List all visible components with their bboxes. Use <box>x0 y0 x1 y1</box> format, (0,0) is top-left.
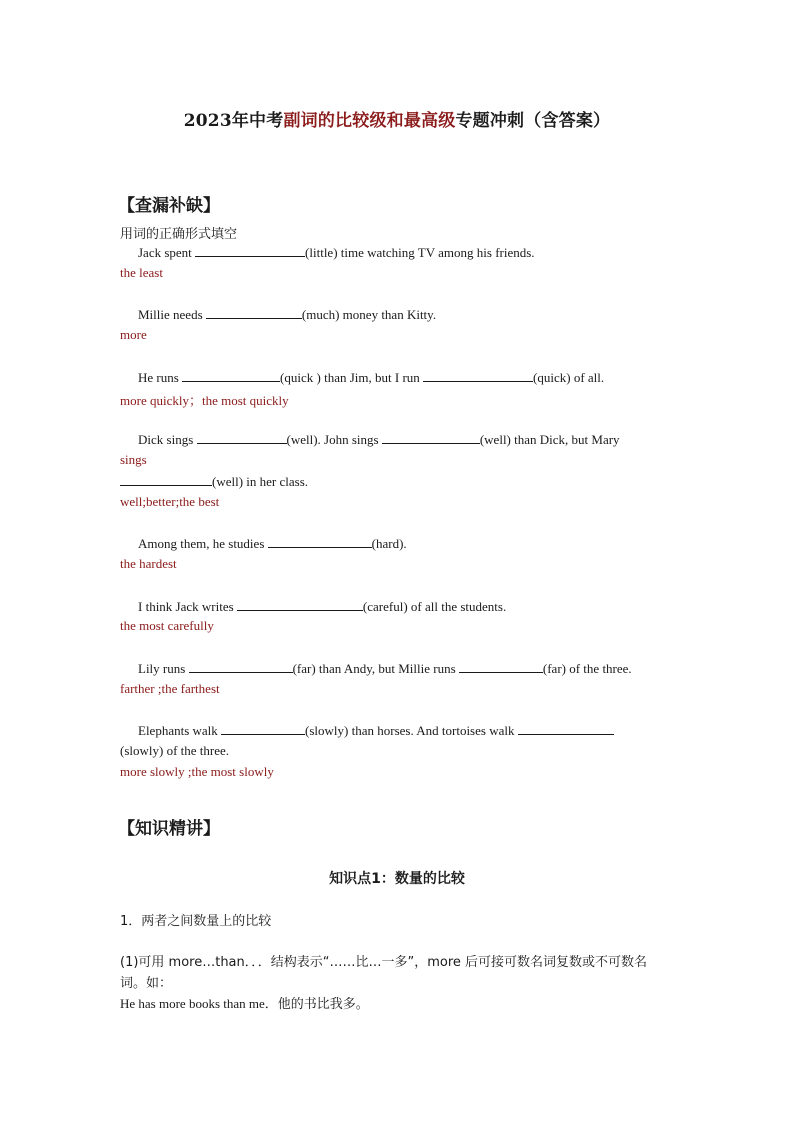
question-4 <box>138 431 620 448</box>
q5-blank[interactable] <box>268 535 372 548</box>
q5-text-a: Among them, he studies <box>138 536 268 551</box>
q4-blank-3[interactable] <box>120 473 212 486</box>
page-title <box>0 106 794 131</box>
question-6 <box>138 598 506 615</box>
question-4-cont <box>120 473 308 490</box>
q1-text-b: (little) time watching TV among his friends. <box>305 245 535 260</box>
q4-text-c: (well) than Dick, but Mary <box>479 432 620 447</box>
q6-blank[interactable] <box>237 598 363 611</box>
q6-text-b: (careful) of all the students. <box>362 599 507 614</box>
title-prefix: 2023年中考 <box>183 111 284 131</box>
q4-text-b: (well). John sings <box>286 432 382 447</box>
example-sentence: He has more books than me．他的书比我多。 <box>120 996 369 1011</box>
q4-answer: well;better;the best <box>120 494 220 509</box>
q8-blank-2[interactable] <box>518 722 614 735</box>
q8-answer: more slowly ;the most slowly <box>120 764 274 779</box>
question-2 <box>138 306 436 323</box>
knowledge-paragraph-line-2: 词。如： <box>120 976 173 991</box>
q2-answer: more <box>120 327 147 342</box>
q7-text-c: (far) of the three. <box>542 661 632 676</box>
q4-text-d: (well) in her class. <box>212 474 309 489</box>
knowledge-paragraph-line-1: (1)可用 more…than．．．结构表示“……比…一多”，more 后可接可数名词复数或不可数名 <box>120 955 648 970</box>
q8-blank-1[interactable] <box>221 722 305 735</box>
section-heading-knowledge: 【知识精讲】 <box>118 819 220 839</box>
instruction: 用词的正确形式填空 <box>120 227 238 242</box>
q8-text-a: Elephants walk <box>138 723 222 738</box>
knowledge-item-1: 1．两者之间数量上的比较 <box>120 914 272 929</box>
knowledge-point-title: 知识点1：数量的比较 <box>329 871 465 887</box>
q1-text-a: Jack spent <box>138 245 196 260</box>
q3-blank-1[interactable] <box>182 369 280 382</box>
q2-text-b: (much) money than Kitty. <box>301 307 437 322</box>
q3-answer: more quickly；the most quickly <box>120 393 289 408</box>
question-8 <box>138 722 614 739</box>
question-1 <box>138 244 535 261</box>
q2-blank[interactable] <box>206 306 302 319</box>
q3-text-c: (quick) of all. <box>533 370 605 385</box>
question-3 <box>138 369 604 386</box>
q7-blank-1[interactable] <box>189 660 293 673</box>
q2-text-a: Millie needs <box>138 307 206 322</box>
q3-text-a: He runs <box>138 370 183 385</box>
q4-sings: sings <box>120 452 147 467</box>
q5-text-b: (hard). <box>371 536 407 551</box>
question-8-cont: (slowly) of the three. <box>120 743 230 758</box>
q5-answer: the hardest <box>120 556 177 571</box>
q7-blank-2[interactable] <box>459 660 543 673</box>
question-5 <box>138 535 407 552</box>
q1-blank[interactable] <box>195 244 305 257</box>
q4-text-a: Dick sings <box>138 432 197 447</box>
q7-text-a: Lily runs <box>138 661 189 676</box>
q6-answer: the most carefully <box>120 618 214 633</box>
q8-text-b: (slowly) than horses. And tortoises walk <box>305 723 518 738</box>
q3-blank-2[interactable] <box>423 369 533 382</box>
section-heading-review: 【查漏补缺】 <box>118 196 220 216</box>
q7-text-b: (far) than Andy, but Millie runs <box>292 661 459 676</box>
q7-answer: farther ;the farthest <box>120 681 220 696</box>
q1-answer: the least <box>120 265 163 280</box>
q6-text-a: I think Jack writes <box>138 599 237 614</box>
title-highlight: 副词的比较级和最高级 <box>283 111 456 131</box>
title-suffix: 专题冲刺（含答案） <box>455 111 611 131</box>
q3-text-b: (quick ) than Jim, but I run <box>280 370 424 385</box>
question-7 <box>138 660 632 677</box>
q4-blank-2[interactable] <box>382 431 480 444</box>
q4-blank-1[interactable] <box>197 431 287 444</box>
